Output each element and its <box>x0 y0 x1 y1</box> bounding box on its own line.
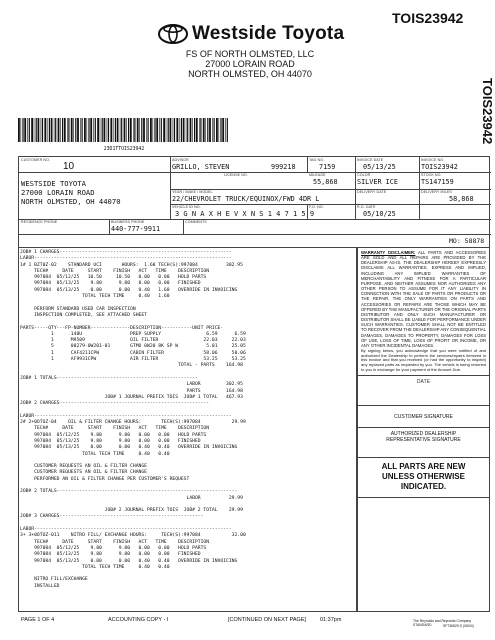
barcode-bar <box>200 118 201 142</box>
mo-text: MO: 58878 <box>449 237 485 245</box>
barcode-bar <box>102 118 103 142</box>
barcode-bar <box>134 118 135 142</box>
barcode-bar <box>163 118 165 142</box>
barcode-bar <box>146 118 147 142</box>
job-line: PERFORM STANDARD USED CAR INSPECTION <box>20 306 136 312</box>
authorized-signature-label: AUTHORIZED DEALERSHIP REPRESENTATIVE SIGNATURE <box>386 431 461 443</box>
job-line: INSTALLED <box>20 583 60 589</box>
job-line: 997084 05/13/25 0.00 0.00 0.40 0.40 OVERRIDE IN INVOICING <box>20 558 238 564</box>
barcode-bar <box>75 118 76 142</box>
barcode-bar <box>203 118 205 142</box>
parts-notice-line1: ALL PARTS ARE NEW <box>381 462 466 471</box>
barcode-bar <box>179 118 180 142</box>
invoice-tag: TOIS23942 <box>392 10 464 26</box>
job-line: 997084 05/13/25 0.00 0.00 0.40 1.60 OVERRIDE IN INVOICING <box>20 287 238 293</box>
disclaimer-ack: By signing below, you acknowledge that you were notified of and authorized the Dealership to perform the services/repairs itemized in this invoice and that you received (or had the opportunity to inspect) any replaced parts as requested by you. The vehicle is being returned to you in exchange for your payment of the Amount Due. <box>361 347 486 372</box>
invoice-no-label: INVOICE NO. <box>421 158 445 162</box>
business-phone-label: BUSINESS PHONE <box>111 220 145 224</box>
barcode-bar <box>196 118 198 142</box>
barcode-bar <box>168 118 169 142</box>
barcode-bar <box>55 118 56 142</box>
barcode-bar <box>174 118 175 142</box>
job-lines-area <box>18 248 357 612</box>
job-line: PARTS-----QTY---FP-NUMBER--------------DESCRIPTION-----------UNIT PRICE- <box>20 325 224 331</box>
barcode-bar <box>214 118 215 142</box>
job-line: TECH# DATE START FINISH ACT TIME DESCRIPTION <box>20 426 210 432</box>
job-line: JOB# 3 CHARGES--------------------------------------------------- <box>20 514 204 520</box>
barcode-bar <box>82 118 83 142</box>
barcode-bar <box>108 118 109 142</box>
barcode-bar <box>176 118 178 142</box>
customer-no-label: CUSTOMER NO. <box>21 158 51 162</box>
barcode-bar <box>100 118 101 142</box>
barcode-bar <box>51 118 53 142</box>
job-line: JOB# 2 TOTALS---------------------------------------------------------------- <box>20 489 238 495</box>
barcode-bar <box>126 118 127 142</box>
toyota-logo-icon <box>158 24 188 44</box>
barcode-bar <box>87 118 88 142</box>
barcode-bar <box>156 118 158 142</box>
barcode-bar <box>187 118 188 142</box>
barcode-bar <box>60 118 61 142</box>
form-number: SF736529 D (08/24) <box>443 624 474 628</box>
barcode-bar <box>67 118 68 142</box>
barcode-bar <box>186 118 187 142</box>
invoice-date-label: INVOICE DATE <box>357 158 384 162</box>
barcode-bar <box>207 118 208 142</box>
barcode-bar <box>73 118 74 142</box>
page-number: PAGE 1 OF 4 <box>21 617 55 623</box>
date-box <box>357 376 490 406</box>
job-line: LABOR 302.95 <box>20 382 243 388</box>
barcode-bar <box>54 118 55 142</box>
barcode-bar <box>121 118 122 142</box>
barcode-bar <box>41 118 42 142</box>
barcode-bar <box>110 118 112 142</box>
barcode-bar <box>34 118 35 142</box>
rdate-label: R.O. DATE <box>357 205 376 209</box>
vin: 3 G N A X H E V X N S 1 4 7 1 5 9 <box>175 210 315 218</box>
barcode-bar <box>148 118 149 142</box>
barcode-bar <box>199 118 200 142</box>
barcode-bar <box>133 118 134 142</box>
job-line: INSPECTION COMPLETED, SEE ATTACHED SHEET <box>20 312 147 318</box>
comments-label: COMMENTS <box>185 220 207 224</box>
barcode-bar <box>117 118 119 142</box>
dealer-name: Westside Toyota <box>192 23 345 44</box>
job-line: LABOR 29.99 <box>20 495 243 501</box>
barcode-bar <box>62 118 63 142</box>
barcode-bar <box>44 118 46 142</box>
delivery-miles-label: DELIVERY MILES <box>421 190 452 194</box>
advisor-label: ADVISOR <box>172 158 189 162</box>
job-line: PARTS 164.98 <box>20 388 243 394</box>
copy-type: ACCOUNTING COPY - I <box>108 617 169 623</box>
barcode-bar <box>130 118 132 142</box>
barcode-bar <box>64 118 66 142</box>
rdate: 05/10/25 <box>363 210 396 218</box>
barcode-bar <box>21 118 22 142</box>
barcode-bar <box>225 118 226 142</box>
disclaimer-text <box>361 250 486 348</box>
parts-notice-line3: INDICATED. <box>400 482 447 491</box>
job-line: 3+ 3+0OTOZ-011 NITRO FILL/ EXCHANGE HOURS: TECH(S):997084 32.00 <box>20 533 246 539</box>
job-line: 1 140U PREP SUPPLY 6.59 6.59 <box>20 331 246 337</box>
job-line: JOB# 2 CHARGES----------------------------------------------------- <box>20 401 210 407</box>
mileage: 55,868 <box>313 178 338 186</box>
job-line: TECH# DATE START FINISH ACT TIME DESCRIPTION <box>20 268 210 274</box>
authorized-signature-box <box>357 428 490 458</box>
disclaimer-box <box>357 248 490 376</box>
barcode-bar <box>24 118 26 142</box>
barcode-bar <box>220 118 221 142</box>
barcode-bar <box>159 118 160 142</box>
info-grid <box>18 156 490 248</box>
year-make-model: 22/CHEVROLET TRUCK/EQUINOX/FWD 4DR L <box>172 195 320 203</box>
barcode-bar <box>143 118 145 142</box>
vertical-invoice-tag: TOIS23942 <box>480 78 495 145</box>
disclaimer-title: WARRANTY DISCLAIMER: <box>361 250 416 255</box>
barcode-bar <box>205 118 206 142</box>
disclaimer-body: ALL PARTS AND ACCESSORIES ARE SOLD AND ALL REPAIRS ARE PROVIDED BY THE DEALERSHIP AS-IS. THE DEALERSHIP HEREBY EXPRESSLY DISCLAIMS ALL WARRANTIES, EXPRESS AND IMPLIED, INCLUDING ANY IMPLIED WARRANTIES OF MERCHANTABILITY AND FITNESS FOR A PARTICULAR PURPOSE, AND NEITHER ASSUMES NOR AUTHORIZES ANY OTHER PERSON TO ASSUME FOR IT ANY LIABILITY IN CONNECTION WITH THE SALE OF PARTS OR PRODUCTS OR THE REPAIR. THE ONLY WARRANTIES ON PARTS AND ACCESSORIES OR REPAIRS ARE THOSE WHICH MAY BE OFFERED BY THE MANUFACTURER OR THE ORIGINAL PARTS DISTRIBUTOR AND ONLY SUCH MANUFACTURER OR DISTRIBUTOR SHALL BE LIABLE FOR PERFORMANCE UNDER SUCH WARRANTIES. CUSTOMER SHALL NOT BE ENTITLED TO RECOVER FROM THE DEALERSHIP ANY CONSEQUENTIAL DAMAGES, DAMAGES TO PROPERTY, DAMAGES FOR LOSS OF USE, LOSS OF TIME, LOSS OF PROFIT OR INCOME, OR ANY OTHER INCIDENTAL DAMAGES. <box>361 250 487 348</box>
barcode-bar <box>141 118 142 142</box>
barcode-bar <box>113 118 114 142</box>
customer-city: NORTH OLMSTED, OH 44070 <box>21 197 121 206</box>
job-line: LABOR---------------------------------------------------------------------- <box>20 413 232 419</box>
date-label: DATE <box>416 379 431 385</box>
barcode-bar <box>42 118 43 142</box>
invoice-date: 05/13/25 <box>363 163 396 171</box>
job-line: TOTAL - PARTS 164.98 <box>20 363 243 369</box>
job-lines <box>19 248 356 592</box>
barcode-bar <box>36 118 37 142</box>
job-line: TECH# DATE START FINISH ACT TIME DESCRIPTION <box>20 539 210 545</box>
barcode-bar <box>104 118 106 142</box>
stock-no: TS147159 <box>421 178 454 186</box>
job-line: 5 00279-0W201-01 GTMO 0W20 8K SP W 5.01 25.05 <box>20 344 246 350</box>
barcode-bar <box>153 118 154 142</box>
job-line: PERFORMED AN OIL & FILTER CHANGE PER CUSTOMER'S REQUEST <box>20 476 190 482</box>
color-label: COLOR <box>357 173 371 177</box>
license-label: LICENSE NO. <box>224 173 248 177</box>
footer <box>18 615 490 635</box>
barcode <box>18 118 230 152</box>
barcode-bar <box>80 118 81 142</box>
barcode-bar <box>68 118 69 142</box>
job-line: 997084 05/13/25 0.00 0.00 0.40 0.40 OVERRIDE IN INVOICING <box>20 445 238 451</box>
barcode-bar <box>18 118 20 142</box>
barcode-bar <box>97 118 99 142</box>
stock-label: STOCK NO. <box>421 173 442 177</box>
job-line: CUSTOMER REQUESTS AN OIL & FILTER CHANGE <box>20 470 147 476</box>
job-line: CUSTOMER REQUESTS AN OIL & FILTER CHANGE <box>20 464 147 470</box>
barcode-bar <box>139 118 140 142</box>
advisor: GRILLO, STEVEN <box>172 163 230 171</box>
barcode-bar <box>150 118 152 142</box>
barcode-bar <box>173 118 174 142</box>
continued-text: [CONTINUED ON NEXT PAGE] <box>228 617 307 623</box>
job-line: TOTAL TECH TIME 0.40 1.60 <box>20 294 170 300</box>
job-line: NITRO FILL/EXCHANGE <box>20 577 88 583</box>
barcode-bar <box>192 118 193 142</box>
barcode-bar <box>31 118 33 142</box>
job-line: 997084 05/13/25 9.80 9.80 0.00 0.00 FINISHED <box>20 281 201 287</box>
mileage-label: MILEAGE <box>309 173 326 177</box>
advisor-no: 999218 <box>271 163 296 171</box>
customer-signature-box <box>357 406 490 428</box>
barcode-bar <box>219 118 220 142</box>
barcode-bar <box>95 118 96 142</box>
job-line: JOB# 1 CHARGES------------------------------------------------------------- <box>20 250 232 255</box>
barcode-bar <box>227 118 228 142</box>
parts-notice-box <box>357 458 490 498</box>
job-line: TOTAL TECH TIME 0.40 0.40 <box>20 564 170 570</box>
barcode-bar <box>212 118 213 142</box>
barcode-bar <box>216 118 218 142</box>
barcode-graphic <box>18 118 230 142</box>
barcode-bar <box>77 118 79 142</box>
customer-signature-label: CUSTOMER SIGNATURE <box>394 414 453 420</box>
barcode-bar <box>190 118 192 142</box>
job-line: LABOR---------------------------------------------------------------------- <box>20 527 232 533</box>
barcode-bar <box>58 118 60 142</box>
barcode-bar <box>27 118 28 142</box>
barcode-bar <box>90 118 92 142</box>
barcode-bar <box>124 118 126 142</box>
job-line: 1 CAF4211CPW CABIN FILTER 58.06 58.06 <box>20 350 246 356</box>
job-line: 1# 1 BZT0Z-02 STANDARD UCI HOURS: 1.60 TECH(S):997084 302.95 <box>20 262 243 268</box>
barcode-text: 23D1TTOIS23942 <box>103 147 145 152</box>
job-line: 997084 05/13/25 9.80 9.80 0.00 0.00 FINISHED <box>20 438 201 444</box>
job-line: TOTAL TECH TIME 0.40 0.40 <box>20 451 170 457</box>
customer-no: 10 <box>63 161 75 172</box>
business-phone: 440-777-9911 <box>111 225 161 233</box>
barcode-bar <box>194 118 195 142</box>
customer-name: WESTSIDE TOYOTA <box>21 179 86 188</box>
barcode-bar <box>170 118 172 142</box>
barcode-bar <box>137 118 139 142</box>
barcode-bar <box>161 118 162 142</box>
job-line: JOB# 1 JOURNAL PREFIX TOIS JOB# 1 TOTAL 467.93 <box>20 394 243 400</box>
barcode-bar <box>71 118 73 142</box>
barcode-bar <box>128 118 129 142</box>
barcode-bar <box>183 118 185 142</box>
ymm-label: YEAR / MAKE / MODEL <box>172 190 213 194</box>
barcode-bar <box>93 118 94 142</box>
dealer-header <box>120 20 380 88</box>
barcode-bar <box>181 118 182 142</box>
job-line: 1 AF9931CPW AIR FILTER 53.25 53.25 <box>20 357 246 363</box>
vin-label: VEHICLE ID NO. <box>172 205 201 209</box>
job-line: J# 2+0OTOZ-04 OIL & FILTER CHANGE HOURS: TECH(S):997084 29.99 <box>20 420 246 426</box>
barcode-bar <box>47 118 48 142</box>
barcode-bar <box>29 118 30 142</box>
job-line: 997084 05/12/25 10.50 10.50 0.00 0.00 HOLD PARTS <box>20 275 207 281</box>
job-line: 1 M9509 OIL FILTER 22.03 22.03 <box>20 338 246 344</box>
job-line: JOB# 2 JOURNAL PREFIX TOIS JOB# 2 TOTAL 29.99 <box>20 508 243 514</box>
dealer-street: 27000 LORAIN ROAD <box>205 59 295 69</box>
barcode-bar <box>84 118 86 142</box>
barcode-bar <box>38 118 40 142</box>
job-line: 997084 05/12/25 9.80 9.80 0.00 0.00 HOLD PARTS <box>20 432 207 438</box>
barcode-bar <box>166 118 167 142</box>
tag-no: 7159 <box>319 163 336 171</box>
fo-label: F.O. NO. <box>309 205 324 209</box>
printer-name: The Reynolds and Reynolds Company STANDARD <box>413 619 472 627</box>
residence-phone-label: RESIDENCE PHONE <box>21 220 58 224</box>
barcode-bar <box>22 118 23 142</box>
barcode-bar <box>88 118 89 142</box>
right-blank-box <box>357 498 490 612</box>
print-time: 01:37pm <box>320 617 342 623</box>
barcode-bar <box>115 118 116 142</box>
invoice-no: TOIS23942 <box>421 163 458 171</box>
dealer-legal-name: FS OF NORTH OLMSTED, LLC <box>185 49 315 59</box>
parts-notice-line2: UNLESS OTHERWISE <box>382 472 465 481</box>
barcode-bar <box>107 118 108 142</box>
customer-street: 27000 LORAIN ROAD <box>21 188 95 197</box>
barcode-bar <box>209 118 211 142</box>
delivery-miles: 58,868 <box>449 195 474 203</box>
job-line: LABOR---------------------------------------------------------------------- <box>20 256 232 262</box>
barcode-bar <box>222 118 224 142</box>
barcode-bar <box>120 118 121 142</box>
toyota-logo <box>158 24 188 44</box>
barcode-bar <box>154 118 155 142</box>
tag-label: TAG NO. <box>309 158 325 162</box>
color: SILVER ICE <box>357 178 398 186</box>
job-line: 997084 05/12/25 9.80 9.80 0.00 0.00 HOLD PARTS <box>20 545 207 551</box>
delivery-date-label: DELIVERY DATE <box>357 190 387 194</box>
barcode-bar <box>49 118 50 142</box>
job-line: 997084 05/13/25 9.80 9.80 0.00 0.00 FINISHED <box>20 552 201 558</box>
dealer-city: NORTH OLMSTED, OH 44070 <box>188 69 312 79</box>
job-line: JOB# 1 TOTALS-------------------------------------------------- <box>20 375 198 381</box>
